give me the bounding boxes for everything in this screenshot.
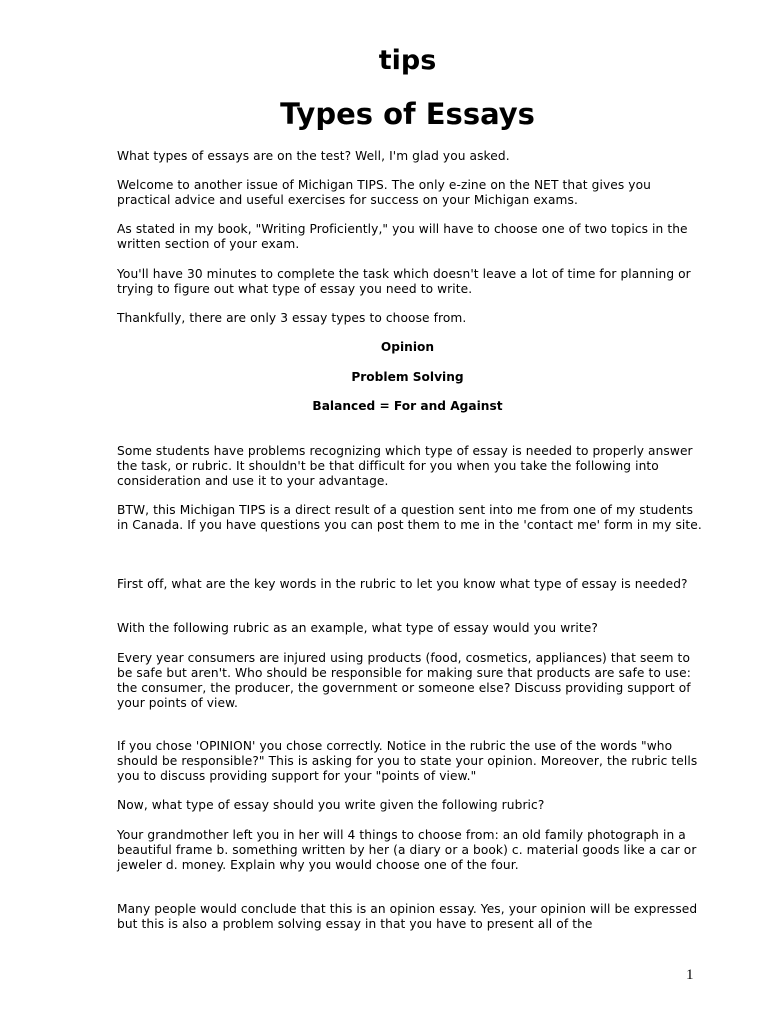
paragraph-welcome: Welcome to another issue of Michigan TIPS. The only e-zine on the NET that gives you practical advice and useful exercises for success on your Michigan exams.	[117, 178, 651, 207]
page-number: 1	[686, 967, 694, 983]
page-title: Types of Essays	[280, 97, 535, 131]
title-tips: tips	[378, 45, 437, 76]
essay-type-opinion: Opinion	[380, 340, 435, 354]
essay-type-balanced: Balanced = For and Against	[312, 399, 503, 413]
paragraph-three-types: Thankfully, there are only 3 essay types to choose from.	[117, 311, 467, 325]
paragraph-btw: BTW, this Michigan TIPS is a direct result of a question sent into me from one of my students in Canada. If you have questions you can post them to me in the 'contact me' form in my site.	[117, 503, 702, 532]
paragraph-time: You'll have 30 minutes to complete the task which doesn't leave a lot of time for planning or trying to figure out what type of essay you need to write.	[117, 267, 691, 296]
paragraph-example-question: With the following rubric as an example, what type of essay would you write?	[117, 621, 598, 635]
paragraph-book: As stated in my book, "Writing Proficiently," you will have to choose one of two topics in the written section of your exam.	[117, 222, 688, 251]
paragraph-conclusion: Many people would conclude that this is an opinion essay. Yes, your opinion will be expressed but this is also a problem solving essay in that you have to present all of the	[117, 902, 698, 931]
paragraph-rubric-consumers: Every year consumers are injured using products (food, cosmetics, appliances) that seem to be safe but aren't. Who should be responsible for making sure that products are safe to use: the consumer, the producer, the government or someone else? Discuss providing support of your points of view.	[117, 651, 691, 710]
paragraph-next-question: Now, what type of essay should you write given the following rubric?	[117, 798, 545, 812]
paragraph-rubric-grandmother: Your grandmother left you in her will 4 things to choose from: an old family photograph in a beautiful frame b. something written by her (a diary or a book) c. material goods like a car or jeweler d. money. Explain why you would choose one of the four.	[117, 828, 697, 872]
paragraph-recognizing: Some students have problems recognizing which type of essay is needed to properly answer the task, or rubric. It shouldn't be that difficult for you when you take the following into consideration and use it to your advantage.	[117, 444, 693, 488]
paragraph-key-words: First off, what are the key words in the rubric to let you know what type of essay is needed?	[117, 577, 688, 591]
essay-type-problem-solving: Problem Solving	[351, 370, 464, 384]
paragraph-intro: What types of essays are on the test? Well, I'm glad you asked.	[117, 149, 510, 163]
paragraph-opinion-answer: If you chose 'OPINION' you chose correctly. Notice in the rubric the use of the words "who should be responsible?" This is asking for you to state your opinion. Moreover, the rubric tells you to discuss providing support for your "points of view."	[117, 739, 698, 783]
